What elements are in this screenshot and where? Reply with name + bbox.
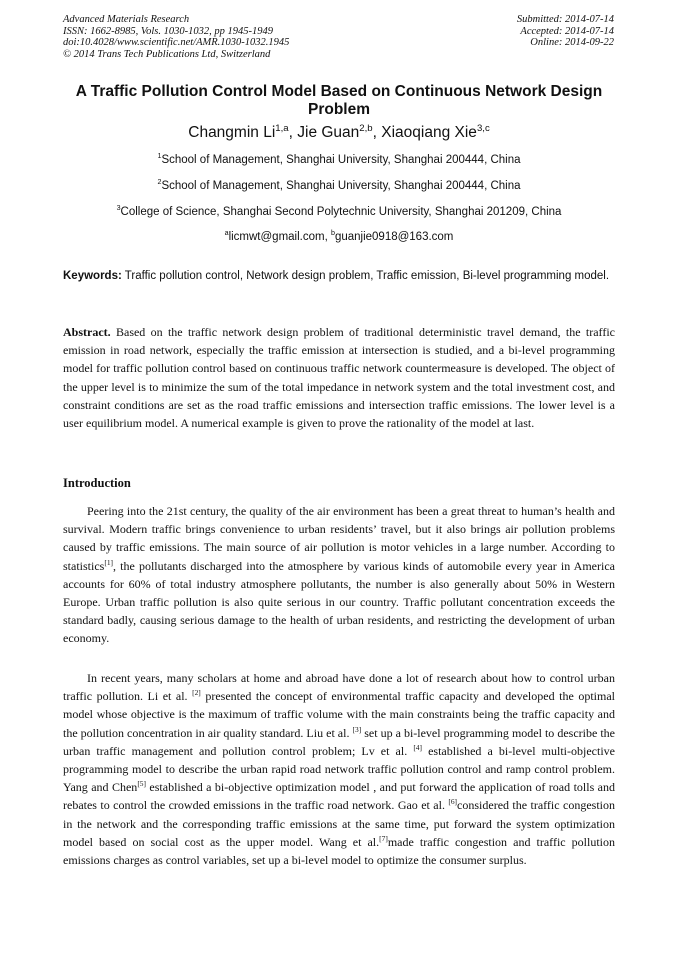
keywords-label: Keywords: xyxy=(63,270,122,282)
issn-line: ISSN: 1662-8985, Vols. 1030-1032, pp 1945-1949 xyxy=(63,25,273,37)
paragraph: In recent years, many scholars at home and abroad have done a lot of research about how to control urban traffic pollution. Li et al. [2] presented the concept of environmental traffic capacity and developed the optimal model whose objective is the maximum of traffic volume with the main constraints being the traffic capacity and the pollution concentration in air quality standard. Liu et al. [3] set up a bi-level programming model to describe the urban traffic management and pollution control problem; Lv et al. [4] established a bi-level multi-objective programming model to describe the urban rapid road network traffic pollution control and ramp control problem. Yang and Chen[5] established a bi-objective optimization model , and put forward the application of road tolls and rebates to control the crowded emissions in the traffic road network. Gao et al. [6]considered the traffic congestion in the network and the corresponding traffic emissions at the same time, put forward the system optimization model based on social cost as the upper model. Wang et al.[7]made traffic congestion and traffic pollution emissions charges as control variables, set up a bi-level model to optimize the consumer surplus. xyxy=(63,671,616,868)
citation: [3] xyxy=(352,724,362,734)
author-sup: 1,a xyxy=(275,122,289,134)
citation: [4] xyxy=(413,742,422,752)
author-list: Changmin Li$^{1,a}$, Jie Guan$^{2,b}$, Xiaoqiang Xie$^{3,c}$ xyxy=(188,122,490,141)
submitted-date: Submitted: 2014-07-14 xyxy=(516,14,614,25)
abstract-text: Based on the traffic network design problem of traditional deterministic travel demand, the traffic emission in road network, especially the traffic emission at intersection is studied, and a bi-level programming model for traffic pollution control based on continuous traffic network countermeasure is developed. The object of the upper level is to minimize the sum of the total impedance in network system and the total investment cost, and constraint conditions are set as the road traffic emissions and intersection traffic emissions. The lower level is a user equilibrium model. A numerical example is given to prove the rationality of the model at last. xyxy=(63,325,615,431)
abstract-label: Abstract. xyxy=(63,325,111,339)
paragraph: Peering into the 21st century, the quality of the air environment has been a great threat to human’s health and survival. Modern traffic brings convenience to urban residents’ travel, but it also brings air pollution problems caused by traffic emissions. The main source of air pollution is motor vehicles in a large number. According to statistics[1], the pollutants discharged into the atmosphere by various kinds of automobile every year in America accounts for 60% of total industry atmosphere pollutants, the number is also generally about 50% in Western Europe. Urban traffic pollution is also quite serious in our country. Traffic pollutant concentration exceeds the standard badly, causing serious damage to the health of urban residents, and restricting the development of urban economy. xyxy=(63,504,615,646)
accepted-date: Accepted: 2014-07-14 xyxy=(520,25,614,37)
keywords-text: Traffic pollution control, Network design problem, Traffic emission, Bi-level programming model. xyxy=(124,270,610,282)
affiliation-2: $^2$School of Management, Shanghai University, Shanghai 200444, China xyxy=(157,178,521,192)
author-sup: 3,c xyxy=(476,122,490,134)
author-emails: $^a$licmwt@gmail.com, $^b$guanjie0918@163.com xyxy=(224,229,454,243)
citation: [7] xyxy=(379,833,388,843)
paper-title: A Traffic Pollution Control Model Based on Continuous Network Design Problem xyxy=(75,83,603,118)
email-link[interactable]: licmwt@gmail.com, xyxy=(228,231,331,243)
author-sup: 2,b xyxy=(359,122,373,134)
abstract xyxy=(63,323,615,432)
copyright-line: © 2014 Trans Tech Publications Ltd, Switzerland xyxy=(63,48,271,60)
doi-line: doi:10.4028/www.scientific.net/AMR.1030-1032.1945 xyxy=(63,37,290,48)
affiliation-1: $^1$School of Management, Shanghai University, Shanghai 200444, China xyxy=(157,152,521,166)
online-date: Online: 2014-09-22 xyxy=(530,37,614,48)
citation: [2] xyxy=(192,688,201,698)
email-link[interactable]: guanjie0918@163.com xyxy=(334,231,454,243)
author-name: Jie Guan xyxy=(297,124,360,141)
journal-name: Advanced Materials Research xyxy=(63,14,190,25)
journal-header-left xyxy=(63,14,289,60)
journal-header-right xyxy=(517,14,614,49)
author-name: Changmin Li xyxy=(188,124,276,141)
keywords xyxy=(63,267,615,285)
author-name: Xiaoqiang Xie xyxy=(381,124,477,141)
citation: [1] xyxy=(104,557,114,567)
affiliation-3: $^3$College of Science, Shanghai Second Polytechnic University, Shanghai 201209, China xyxy=(116,204,562,218)
section-heading-introduction: Introduction xyxy=(63,476,131,490)
citation: [6] xyxy=(448,797,458,807)
citation: [5] xyxy=(137,779,146,789)
